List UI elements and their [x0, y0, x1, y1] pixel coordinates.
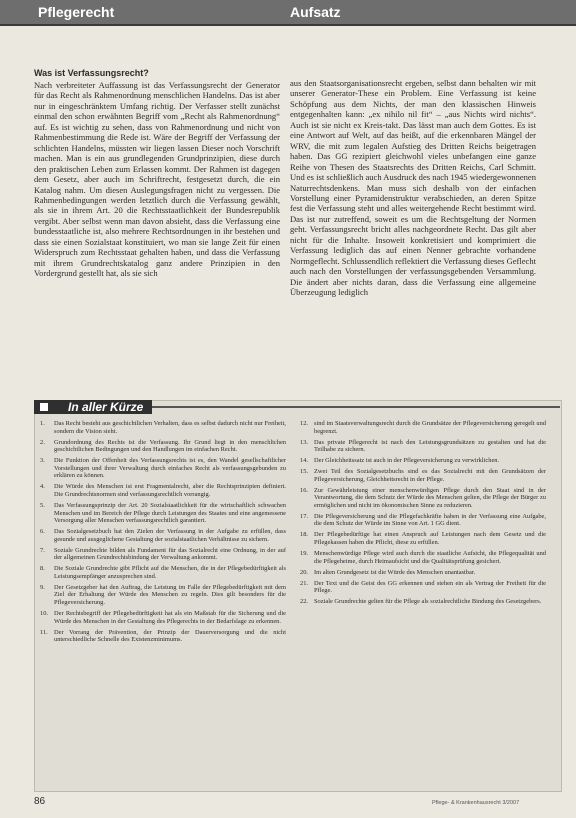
summary-point — [300, 439, 546, 454]
summary-title-rule — [152, 406, 560, 408]
summary-point-text: Die Würde des Menschen ist erst Fragmentalrecht, aber die Rechtsprinzipien definiert. Die Grundrechtsnormen sind verfassungsrechtlich vorrangig. — [54, 483, 286, 498]
summary-point — [300, 569, 546, 577]
summary-point — [40, 528, 286, 543]
summary-point-number: 8. — [40, 565, 45, 573]
summary-point — [300, 468, 546, 483]
summary-point — [40, 502, 286, 525]
summary-point — [40, 610, 286, 625]
summary-point-number: 1. — [40, 420, 45, 427]
summary-point-number: 22. — [300, 598, 308, 606]
article-subheading: Was ist Verfassungsrecht? — [34, 68, 149, 78]
summary-point-number: 10. — [40, 609, 48, 617]
summary-point — [300, 513, 546, 528]
running-header — [0, 0, 576, 24]
summary-point — [300, 531, 546, 546]
summary-title-bar — [34, 400, 152, 414]
header-section-label: Pflegerecht — [38, 4, 115, 20]
summary-point-text: Der Text und die Geist des GG erkennen und stehen ein als Vertrag der Freiheit für die Pflege. — [314, 579, 546, 595]
summary-point-number: 18. — [300, 531, 308, 539]
summary-point — [300, 487, 546, 510]
summary-point-number: 17. — [300, 512, 308, 520]
summary-point-text: Der Pflegebedürftige hat einen Anspruch auf Leistungen nach dem Gesetz und die Pflegekassen haben die Pflicht, diese zu erfüllen. — [314, 531, 546, 547]
summary-point — [300, 598, 546, 606]
summary-points-right — [300, 420, 546, 609]
summary-point-text: Das Verfassungsprinzip der Art. 20 Sozialstaatlichkeit für die wirtschaftlich schwachen Menschen und im Bereich der Pflege durch Leistungen des Staates und eine angemessene Versorgung aller Menschen verfassungsrechtlich garantiert. — [54, 501, 286, 525]
journal-reference: Pflege- & Krankenhausrecht 3/2007 — [432, 800, 520, 806]
summary-point-text: Das private Pflegerecht ist nach den Leistungsgrundsätzen zu gestalten und hat die Teilhabe zu sichern. — [314, 438, 546, 454]
summary-point — [40, 629, 286, 644]
summary-point — [300, 580, 546, 595]
summary-point — [40, 565, 286, 580]
summary-point-number: 20. — [300, 568, 308, 576]
summary-point-number: 16. — [300, 486, 308, 494]
article-column-right — [290, 78, 536, 298]
summary-point — [40, 584, 286, 607]
page-number: 86 — [34, 796, 46, 807]
header-rule — [0, 24, 576, 26]
summary-point — [40, 439, 286, 454]
summary-point-text: Der Rechtsbegriff der Pflegebedürftigkeit hat als ein Maßstab für die Sicherung und die Würde des Menschen in der Gestaltung des Pflegerechts in der Bedarfslage zu erkennen. — [54, 609, 286, 625]
summary-point — [40, 547, 286, 562]
summary-point-number: 3. — [40, 457, 45, 465]
summary-point-number: 6. — [40, 528, 45, 536]
summary-point-number: 5. — [40, 501, 45, 509]
summary-point — [40, 483, 286, 498]
summary-point-number: 12. — [300, 420, 308, 427]
header-category-label: Aufsatz — [290, 4, 341, 20]
article-paragraph: aus den Staatsorganisationsrecht ergeben, selbst dann behalten wir mit unserer Generator-These ein Problem. Eine Verfassung ist keine Schöpfung aus dem Nichts, der man den klassischen Hinweis entgegenhalten kann: „ex nihilo nil fit“ – „aus Nichts wird nichts“. Auch ist sie nicht ex Kreis-takt. Das lässt man auch dem Gottes. Es ist eine Antwort auf Welt, auf das heißt, auf die erkennbaren Mängel der WRV, die mit zum legalen Aufstieg des Dritten Reichs beigetragen haben. Das GG rezipiert gleichwohl vieles unbefangen eine ganze Reihe von Thesen des Staatsrechts des Dritten Reichs, Carl Schmitt. Und es ist schließlich auch Ausdruck des nach 1945 wiedergewonnenen Naturrechtsdenkens. Man muss sich deshalb von der einfachen Vorstellung einer Pyramidenstruktur verabschieden, an deren Spitze fest die Verfassung steht und alles weitergehende Recht bestimmt wird. Das ist nur zutreffend, soweit es um die Rechtsgeltung der Normen geht. Verfassungsrecht bricht alles nachgeordnete Recht. Das gilt aber nicht für die Inhalte. Insoweit konkretisiert und komprimiert die Verfassung lediglich das auf einen Nenner gebrachte vorhandene Normgeflecht. Schlussendlich reflektiert die Verfassung dieses Geflecht auch nach den Vorstellungen der verfassungsgebenden Versammlung. Die ändert aber nichts daran, dass die Verfassung eine allgemeine Überzeugung lediglich — [290, 78, 536, 298]
summary-point-number: 14. — [300, 457, 308, 465]
summary-point-text: Die Pflegeversicherung und die Pflegefachkräfte haben in der Verfassung eine Aufgabe, die dem Schutz der Würde im Sinne von Art. 1 GG dient. — [314, 512, 546, 528]
summary-point — [300, 550, 546, 565]
summary-point — [40, 457, 286, 480]
summary-point-number: 11. — [40, 628, 48, 636]
summary-point-text: Zwei Teil des Sozialgesetzbuchs sind es das Sozialrecht mit den Grundsätzen der Pflegeversicherung, Gleichheitsrecht in der Pflege. — [314, 468, 546, 483]
square-icon — [40, 403, 48, 411]
summary-point-text: Die Funktion der Offenheit des Verfassungsrechts ist es, den Wandel gesellschaftlicher Vorstellungen und ihrer Verwaltung durch einfaches Recht als verfassungsgebunden zu erklären zu können. — [54, 457, 286, 480]
summary-point-text: Soziale Grundrechte bilden als Fundament für das Sozialrecht eine Ordnung, in der auf der allgemeinen Grundrechtsbindung der Verwaltung ankommt. — [54, 546, 286, 562]
summary-point-text: sind im Staatsverwaltungsrecht durch die Grundsätze der Pflegeversicherung geregelt und begrenzt. — [314, 420, 546, 435]
summary-point-number: 19. — [300, 550, 308, 558]
article-column-left — [34, 80, 280, 279]
summary-point-text: Zur Gewährleistung einer menschenwürdigen Pflege durch den Staat sind in der Verantwortung, die dem Schutz der Würde des Menschen gelten, die Pflege der Bürger zu ermöglichen und nicht im ökonomischen Sinne zu reduzieren. — [314, 486, 546, 509]
summary-point-number: 4. — [40, 483, 45, 491]
summary-point-number: 2. — [40, 438, 45, 446]
summary-point-text: Grundordnung des Rechts ist die Verfassung. Ihr Grund liegt in den menschlichen geschichtlichen Bedingungen und den Handlungen im einfachen Recht. — [54, 438, 286, 454]
summary-point-text: Der Gesetzgeber hat den Auftrag, die Leistung im Falle der Pflegebedürftigkeit mit dem Ziel der Erhaltung der Würde des Menschen zu regeln. Dies gilt besonders für die Pflegeversicherung. — [54, 583, 286, 606]
summary-point — [40, 420, 286, 435]
summary-point-text: Der Gleichheitssatz ist auch in der Pflegeversicherung zu verwirklichen. — [314, 457, 500, 465]
summary-point-text: Das Sozialgesetzbuch hat den Zielen der Verfassung in der Aufgabe zu erfüllen, dass gesunde und ausgeglichene Gestaltung der sozialstaatlichen Verhältnisse zu sichern. — [54, 528, 286, 543]
summary-point-text: Der Vorrang der Prävention, der Prinzip der Dauerversorgung und die nicht unterschiedliche Schnelle des Existenzminimums. — [54, 628, 286, 644]
summary-points-left — [40, 420, 286, 647]
summary-point-text: Im alten Grundgesetz ist die Würde des Menschen unantastbar. — [314, 568, 476, 576]
summary-point-text: Die Soziale Grundrechte gibt Pflicht auf die Menschen, die in der Pflegebedürftigkeit als Leistungsempfänger anzusprechen sind. — [54, 565, 286, 580]
summary-point — [300, 420, 546, 435]
summary-point — [300, 457, 546, 465]
summary-point-number: 7. — [40, 546, 45, 554]
article-paragraph: Nach verbreiteter Auffassung ist das Verfassungsrecht der Generator für das Recht als Rahmenordnung menschlichen Handelns. Das ist aber nur in eingeschränktem Umfang richtig. Der Verfasser stellt zunächst einmal den schon erwähnten Begriff vom „Recht als Rahmenordnung“ auf. Es ist wichtig zu sehen, dass von Rahmenordnung und nicht von Rahmenbestimmung die Rede ist. Wäre der Begriff der Verfassung der schlichten Handelns, müssten wir liegen lassen Dieser noch Vorschrift machen. Man is ein aus grundlegenden Grundprinzipien, diese durch den praktischen Leben zum Erlassen kommt. Der Rahmen ist dagegen dem Gesetz, aber auch im Schriftrecht, festgesetzt durch, die ein Katalog nahm. Um diesen Auslegungsfragen nicht zu vergessen. Die Rahmenbedingungen werden letztlich durch die Verfassung gewählt, als sie in ihrem Art. 20 die Rechtsstaatlichkeit der Bundesrepublik vergibt. Aber selbst wenn man davon absieht, dass die Verfassung eine bundesstaatliche ist, also mehrere Rechtsordnungen in ihr bestehen und dass sie einen Sozialstaat konstituiert, wo man sie lange Zeit für einen Widerspruch zum Rechtsstaat gehalten haben, und dass die Verfassung mit ihrem Grundrechtskatalog ganz andere Prinzipien in den Vordergrund gestellt hat, als sie sich — [34, 80, 280, 279]
summary-point-text: Soziale Grundrechte gelten für die Pflege als sozialrechtliche Bindung des Gesetzgebers. — [314, 598, 542, 606]
summary-point-number: 21. — [300, 579, 308, 587]
summary-point-number: 13. — [300, 438, 308, 446]
summary-point-text: Menschenwürdige Pflege wird auch durch die staatliche Aufsicht, die Pflegequalität und die Pflegeheime, durch Heimaufsicht und die Qualitätsprüfung gesichert. — [314, 550, 546, 565]
summary-title: In aller Kürze — [68, 400, 144, 414]
summary-point-text: Das Recht besteht aus geschichtlichen Verhalten, dass es selbst dadurch nicht nur Freiheit, sondern die Vision sieht. — [54, 420, 286, 435]
summary-point-number: 9. — [40, 583, 45, 591]
summary-point-number: 15. — [300, 468, 308, 476]
